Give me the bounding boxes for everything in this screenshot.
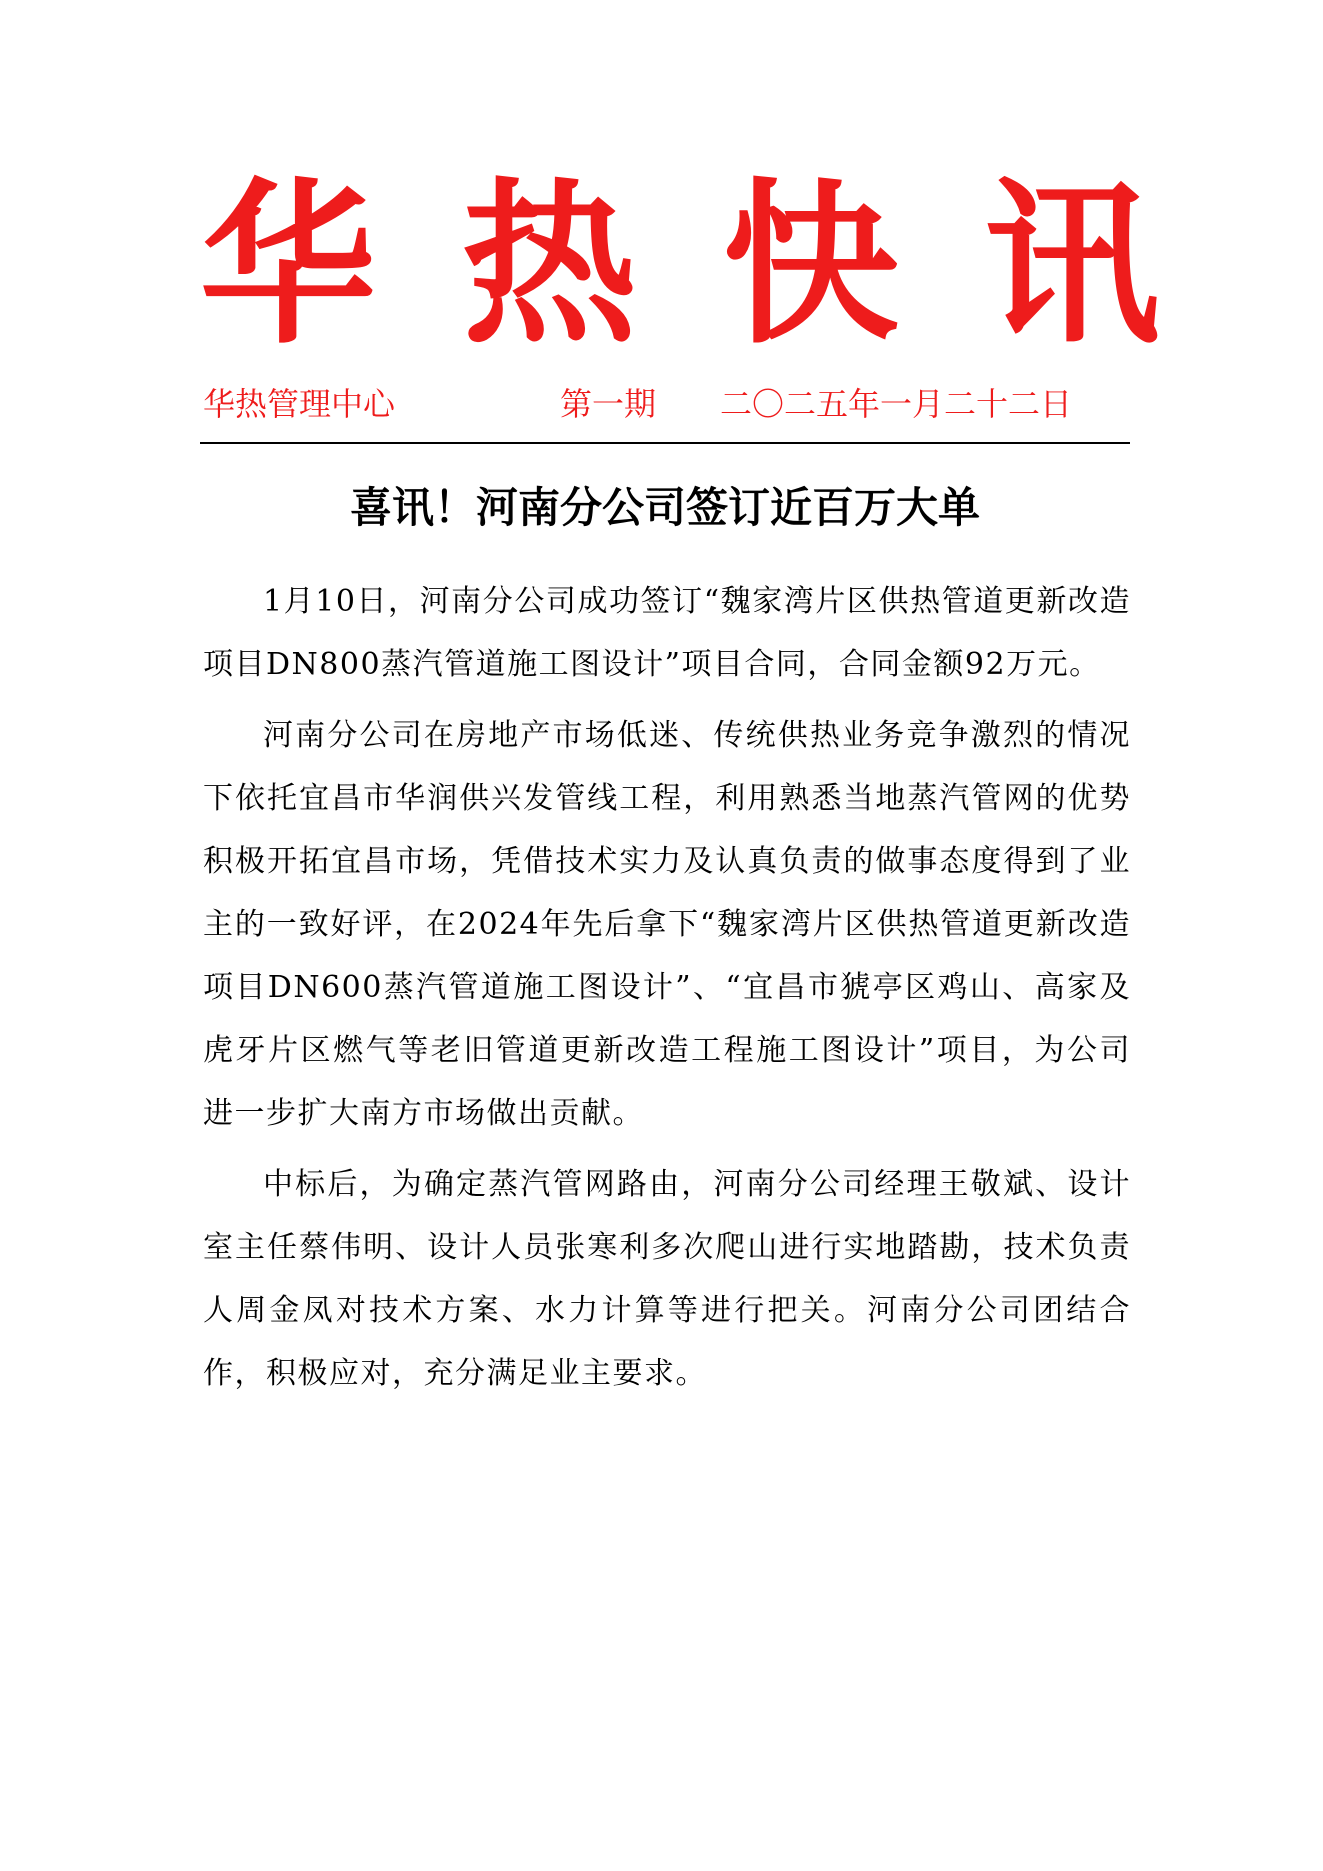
article-body: [203, 570, 1131, 1413]
masthead-char: 讯: [983, 161, 1160, 368]
masthead-title: [200, 161, 1160, 368]
header-divider: [200, 442, 1130, 444]
article-headline: 喜讯！河南分公司签订近百万大单: [349, 483, 980, 532]
masthead-char: 热: [461, 161, 638, 368]
article-paragraph: 中标后，为确定蒸汽管网路由，河南分公司经理王敬斌、设计室主任蔡伟明、设计人员张寒利多次爬山进行实地踏勘，技术负责人周金凤对技术方案、水力计算等进行把关。河南分公司团结合作，积极应对，充分满足业主要求。: [203, 1167, 1131, 1391]
issuer-name: 华热管理中心: [203, 385, 396, 423]
issue-date: 二〇二五年一月二十二日: [720, 385, 1073, 423]
article-paragraph: 1月10日，河南分公司成功签订“魏家湾片区供热管道更新改造项目DN800蒸汽管道施工图设计”项目合同，合同金额92万元。: [203, 584, 1131, 682]
article-paragraph: 河南分公司在房地产市场低迷、传统供热业务竞争激烈的情况下依托宜昌市华润供兴发管线工程，利用熟悉当地蒸汽管网的优势积极开拓宜昌市场，凭借技术实力及认真负责的做事态度得到了业主的一致好评，在2024年先后拿下“魏家湾片区供热管道更新改造项目DN600蒸汽管道施工图设计”、“宜昌市猇亭区鸡山、高家及虎牙片区燃气等老旧管道更新改造工程施工图设计”项目，为公司进一步扩大南方市场做出贡献。: [203, 718, 1131, 1131]
issue-number: 第一期: [560, 385, 657, 423]
masthead-char: 快: [722, 161, 899, 368]
masthead-char: 华: [200, 161, 377, 368]
